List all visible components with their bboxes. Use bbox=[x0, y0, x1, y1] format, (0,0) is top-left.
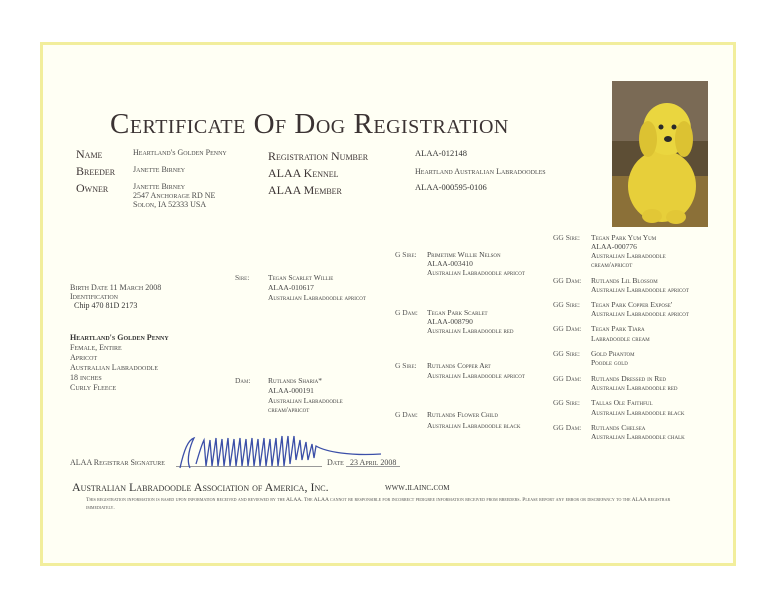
dog-photo bbox=[612, 81, 708, 227]
gg3-name: Tegan Park Copper Expose' bbox=[591, 300, 673, 309]
certificate-title: Certificate Of Dog Registration bbox=[110, 108, 509, 140]
g3-name: Rutlands Copper Art bbox=[427, 361, 491, 370]
g2-reg: ALAA-008790 bbox=[427, 317, 473, 326]
owner-line-2: 2547 Anchorage RD NE bbox=[133, 191, 216, 200]
gg4-desc: Labradoodle cream bbox=[591, 334, 650, 343]
gg-dam-label-2: GG Dam: bbox=[553, 324, 582, 333]
gg-sire-label-4: GG Sire: bbox=[553, 398, 581, 407]
kennel-value: Heartland Australian Labradoodles bbox=[415, 167, 546, 176]
chip-number: Chip 470 81D 2173 bbox=[74, 301, 138, 310]
gg8-desc: Australian Labradoodle chalk bbox=[591, 432, 685, 441]
gg6-desc: Australian Labradoodle red bbox=[591, 383, 678, 392]
birth-date: Birth Date 11 March 2008 bbox=[70, 283, 162, 292]
association-name: Australian Labradoodle Association of America, Inc. bbox=[72, 480, 329, 494]
dog-coat: Curly Fleece bbox=[70, 383, 117, 392]
g-sire-label-1: G Sire: bbox=[395, 250, 417, 259]
gg2-name: Rutlands Lil Blossom bbox=[591, 276, 658, 285]
identification-label: Identification bbox=[70, 292, 118, 301]
gg5-name: Gold Phantom bbox=[591, 349, 635, 358]
dam-reg: ALAA-000191 bbox=[268, 386, 314, 395]
dam-desc-1: Australian Labradoodle bbox=[268, 396, 343, 405]
disclaimer: This registration information is based upon information received and reviewed by the ALAA. The ALAA cannot be responsible for incorrect pedigree information received from breeders. Please report any error or discrepancy to the ALAA registrar immediately. bbox=[86, 497, 671, 511]
sire-desc: Australian Labradoodle apricot bbox=[268, 293, 366, 302]
sire-label: Sire: bbox=[235, 273, 250, 282]
g-sire-label-2: G Sire: bbox=[395, 361, 417, 370]
gg3-desc: Australian Labradoodle apricot bbox=[591, 309, 689, 318]
gg1-desc-2: cream/apricot bbox=[591, 260, 633, 269]
dog-height: 18 inches bbox=[70, 373, 102, 382]
signature-label: ALAA Registrar Signature bbox=[70, 458, 165, 467]
dog-photo-image bbox=[612, 81, 708, 227]
kennel-label: ALAA Kennel bbox=[268, 166, 339, 180]
gg6-name: Rutlands Dressed in Red bbox=[591, 374, 666, 383]
breeder-value: Janette Birney bbox=[133, 165, 186, 174]
gg5-desc: Poodle gold bbox=[591, 358, 628, 367]
dog-sex: Female, Entire bbox=[70, 343, 122, 352]
g1-name: Primetime Willie Nelson bbox=[427, 250, 501, 259]
date-value: 23 April 2008 bbox=[350, 458, 397, 467]
dam-desc-2: cream/apricot bbox=[268, 405, 310, 414]
website: www.ilainc.com bbox=[385, 482, 450, 493]
name-value: Heartland's Golden Penny bbox=[133, 148, 227, 157]
gg-sire-label-1: GG Sire: bbox=[553, 233, 581, 242]
dam-name: Rutlands Sharia* bbox=[268, 376, 322, 385]
g-dam-label-2: G Dam: bbox=[395, 410, 418, 419]
g1-desc: Australian Labradoodle apricot bbox=[427, 268, 525, 277]
dog-breed: Australian Labradoodle bbox=[70, 363, 158, 372]
gg1-desc-1: Australian Labradoodle bbox=[591, 251, 666, 260]
gg1-reg: ALAA-000776 bbox=[591, 242, 637, 251]
registration-number-label: Registration Number bbox=[268, 149, 369, 163]
owner-line-1: Janette Birney bbox=[133, 182, 186, 191]
g4-desc: Australian Labradoodle black bbox=[427, 421, 521, 430]
sire-reg: ALAA-010617 bbox=[268, 283, 314, 292]
gg-sire-label-2: GG Sire: bbox=[553, 300, 581, 309]
breeder-label: Breeder bbox=[76, 164, 116, 178]
gg-dam-label-4: GG Dam: bbox=[553, 423, 582, 432]
g3-desc: Australian Labradoodle apricot bbox=[427, 371, 525, 380]
gg2-desc: Australian Labradoodle apricot bbox=[591, 285, 689, 294]
gg7-desc: Australian Labradoodle black bbox=[591, 408, 685, 417]
gg-dam-label-1: GG Dam: bbox=[553, 276, 582, 285]
date-label: Date bbox=[327, 458, 344, 467]
g2-desc: Australian Labradoodle red bbox=[427, 326, 514, 335]
registration-number-value: ALAA-012148 bbox=[415, 148, 467, 158]
member-label: ALAA Member bbox=[268, 183, 342, 197]
gg4-name: Tegan Park Tiara bbox=[591, 324, 645, 333]
owner-line-3: Solon, IA 52333 USA bbox=[133, 200, 207, 209]
dam-label: Dam: bbox=[235, 376, 251, 385]
gg1-name: Tegan Park Yum Yum bbox=[591, 233, 657, 242]
g-dam-label-1: G Dam: bbox=[395, 308, 418, 317]
g2-name: Tegan Park Scarlet bbox=[427, 308, 488, 317]
dog-name: Heartland's Golden Penny bbox=[70, 333, 169, 342]
sire-name: Tegan Scarlet Willie bbox=[268, 273, 334, 282]
name-label: Name bbox=[76, 147, 103, 161]
owner-label: Owner bbox=[76, 181, 109, 195]
g4-name: Rutlands Flower Child bbox=[427, 410, 498, 419]
gg-sire-label-3: GG Sire: bbox=[553, 349, 581, 358]
gg8-name: Rutlands Chelsea bbox=[591, 423, 646, 432]
dog-color: Apricot bbox=[70, 353, 98, 362]
gg-dam-label-3: GG Dam: bbox=[553, 374, 582, 383]
g1-reg: ALAA-003410 bbox=[427, 259, 473, 268]
gg7-name: Tallas Ole Faithful bbox=[591, 398, 653, 407]
member-value: ALAA-000595-0106 bbox=[415, 182, 487, 192]
